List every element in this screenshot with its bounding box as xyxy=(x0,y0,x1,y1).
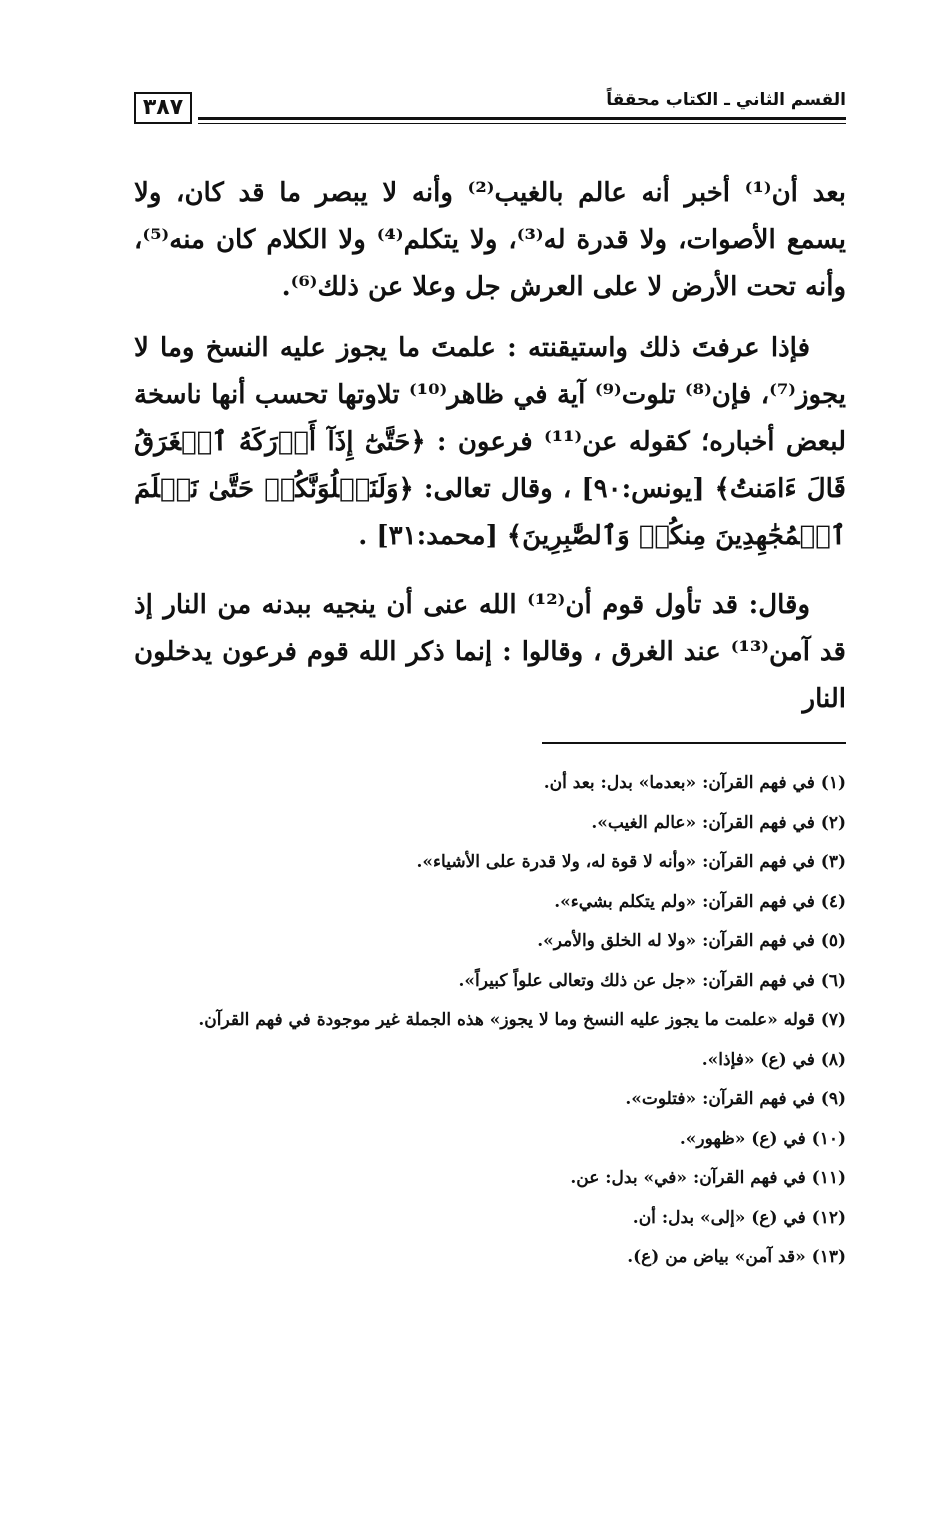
paragraph-2: فإذا عرفتَ ذلك واستيقنته : علمتَ ما يجوز عليه النسخ وما لا يجوز⁽⁷⁾، فإن⁽⁸⁾ تلوت⁽⁹⁾ آية في ظاهر⁽¹⁰⁾ تلاوتها تحسب أنها ناسخة لبعض أخباره؛ كقوله عن⁽¹¹⁾ فرعون : ﴿حَتَّىٰٓ إِذَآ أَدۡرَكَهُ ٱلۡغَرَقُ قَالَ ءَامَنتُ﴾ [يونس:٩٠] ، وقال تعالى: ﴿وَلَنَبۡلُوَنَّكُمۡ حَتَّىٰ نَعۡلَمَ ٱلۡمُجَٰهِدِينَ مِنكُمۡ وَٱلصَّٰبِرِينَ﴾ [محمد:٣١] . xyxy=(134,333,846,551)
footnote-5: (٥) في فهم القرآن: «ولا له الخلق والأمر». xyxy=(537,931,846,951)
footnote-6: (٦) في فهم القرآن: «جل عن ذلك وتعالى علواً كبيراً». xyxy=(458,970,846,991)
footnote-4: (٤) في فهم القرآن: «ولم يتكلم بشيء». xyxy=(554,891,846,912)
header-title: القسم الثاني ـ الكتاب محققاً xyxy=(606,90,846,110)
footnote-8: (٨) في (ع) «فإذا». xyxy=(701,1049,846,1070)
header-rule-thick xyxy=(198,117,846,120)
footnote-11: (١١) في فهم القرآن: «في» بدل: عن. xyxy=(570,1168,846,1188)
footnote-13: (١٣) «قد آمن» بياض من (ع). xyxy=(627,1247,846,1267)
footnote-1: (١) في فهم القرآن: «بعدما» بدل: بعد أن. xyxy=(543,773,846,793)
header-rule-thin xyxy=(198,123,846,124)
main-text xyxy=(134,170,846,737)
footnote-10: (١٠) في (ع) «ظهور». xyxy=(679,1128,846,1149)
footnote-2: (٢) في فهم القرآن: «عالم الغيب». xyxy=(591,812,846,833)
paragraph-3: وقال: قد تأول قوم أن⁽¹²⁾ الله عنى أن ينجيه ببدنه من النار إذ قد آمن⁽¹³⁾ عند الغرق ، وقالوا : إنما ذكر الله قوم فرعون يدخلون النار xyxy=(134,590,846,714)
footnote-7: (٧) قوله «علمت ما يجوز عليه النسخ وما لا يجوز» هذه الجملة غير موجودة في فهم القرآن. xyxy=(198,1010,846,1030)
footnote-separator xyxy=(542,742,846,744)
footnote-9: (٩) في فهم القرآن: «فتلوت». xyxy=(625,1089,846,1109)
paragraph-1: بعد أن⁽¹⁾ أخبر أنه عالم بالغيب⁽²⁾ وأنه لا يبصر ما قد كان، ولا يسمع الأصوات، ولا قدرة له⁽³⁾، ولا يتكلم⁽⁴⁾ ولا الكلام كان منه⁽⁵⁾، وأنه تحت الأرض لا على العرش جل وعلا عن ذلك⁽⁶⁾. xyxy=(134,178,846,302)
footnote-3: (٣) في فهم القرآن: «وأنه لا قوة له، ولا قدرة على الأشياء». xyxy=(416,852,846,872)
page-number: ٣٨٧ xyxy=(134,92,192,124)
footnotes-list xyxy=(134,764,846,1278)
running-header xyxy=(134,84,846,136)
footnote-12: (١٢) في (ع) «إلى» بدل: أن. xyxy=(632,1207,846,1228)
